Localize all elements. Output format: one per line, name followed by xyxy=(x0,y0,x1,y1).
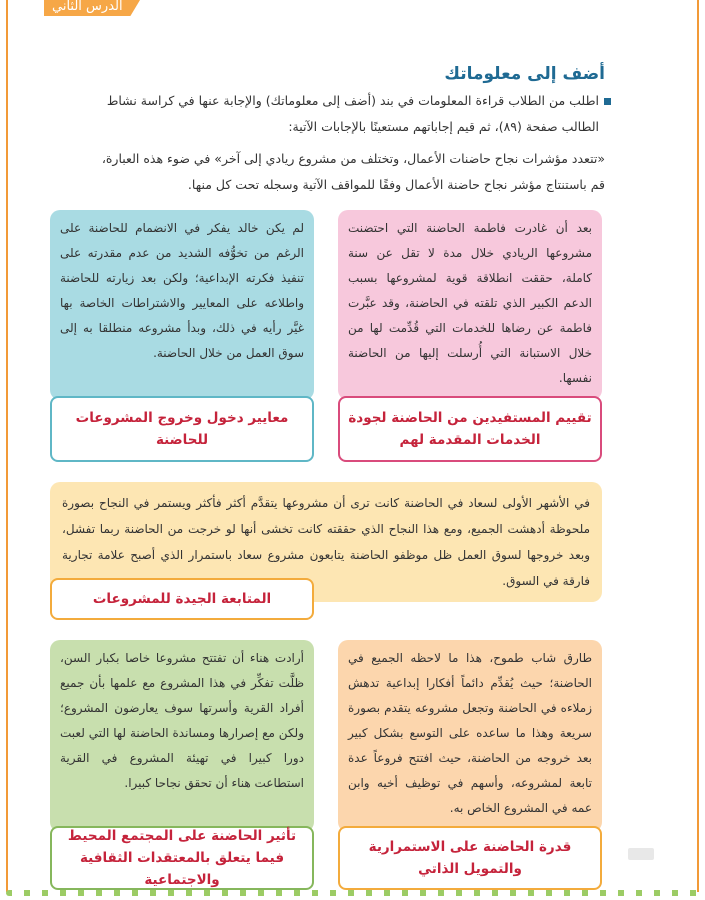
case-card-hanaa xyxy=(50,640,314,832)
answer-label: معايير دخول وخروج المشروعات للحاضنة xyxy=(75,410,289,448)
case-text: لم يكن خالد يفكر في الانضمام للحاضنة على الرغم من تخوُّفه الشديد من عدم مقدرته على تنفيذ فكرته الإبداعية؛ ولكن بعد زيارته للحاضنة واطلاعه على المعايير والاشتراطات الخاصة بها غيَّر رأيه في ذلك، وبدأ مشروعه منطلقا به إلى سوق العمل من خلال الحاضنة. xyxy=(60,221,304,360)
case-text: أرادت هناء أن تفتتح مشروعا خاصا بكبار السن، ظلَّت تفكِّر في هذا المشروع مع علمها بأن جميع أفراد القرية وأسرتها سوف يعارضون المشروع؛ ولكن مع إصرارها ومساندة الحاضنة لها التي لعبت دورا كبيرا في تهيئة المشروع في القرية استطاعت هناء أن تحقق نجاحا كبيرا. xyxy=(60,651,304,790)
answer-box-tareq xyxy=(338,826,602,890)
bottom-border xyxy=(6,890,699,896)
case-card-khaled xyxy=(50,210,314,400)
answer-box-khaled xyxy=(50,396,314,462)
instruction-text: اطلب من الطلاب قراءة المعلومات في بند (أضف إلى معلوماتك) والإجابة عنها في كراسة نشاط الطالب صفحة (٨٩)، ثم قيم إجاباتهم مستعينًا بالإجابات الآتية: xyxy=(106,93,599,134)
case-text: في الأشهر الأولى لسعاد في الحاضنة كانت ترى أن مشروعها يتقدَّم أكثر فأكثر ويستمر في النجاح بصورة ملحوظة أدهشت الجميع، ومع هذا النجاح الذي حققته كانت تخشى أنها لو خرجت من الحاضنة ربما تفشل، وبعد خروجها لسوق العمل ظل موظفو الحاضنة يتابعون مشروع سعاد باستمرار الذي أصبح علامة تجارية فارقة في السوق. xyxy=(62,496,590,588)
answer-label: تأثير الحاضنة على المجتمع المحيط فيما يتعلق بالمعتقدات الثقافية والاجتماعية xyxy=(67,828,297,888)
page-tag xyxy=(628,848,654,860)
quote-text: «تتعدد مؤشرات نجاح حاضنات الأعمال، وتختلف من مشروع ريادي إلى آخر» في ضوء هذه العبارة، قم باستنتاج مؤشر نجاح حاضنة الأعمال وفقًا للمواقف الآتية وسجله تحت كل منها. xyxy=(101,151,605,192)
answer-label: المتابعة الجيدة للمشروعات xyxy=(92,591,272,607)
answer-label: تقييم المستفيدين من الحاضنة لجودة الخدمات المقدمة لهم xyxy=(348,410,592,448)
answer-label: قدرة الحاضنة على الاستمرارية والتمويل الذاتي xyxy=(368,839,572,877)
section-title: أضف إلى معلوماتك xyxy=(444,64,605,84)
answer-box-suad xyxy=(50,578,314,620)
case-text: بعد أن غادرت فاطمة الحاضنة التي احتضنت مشروعها الريادي خلال مدة لا تقل عن سنة كاملة، حققت انطلاقة قوية لمشروعها بسبب الدعم الكبير الذي تلقته في الحاضنة، وقد عبَّرت فاطمة عن رضاها للخدمات التي قُدِّمت لها من خلال الاستبانة التي أُرسلت إليها من الحاضنة نفسها. xyxy=(348,221,592,385)
answer-box-fatima xyxy=(338,396,602,462)
lesson-label: الدرس الثاني xyxy=(52,0,123,14)
bullet-icon xyxy=(604,98,611,105)
case-card-tareq xyxy=(338,640,602,832)
case-card-fatima xyxy=(338,210,602,400)
case-text: طارق شاب طموح، هذا ما لاحظه الجميع في الحاضنة؛ حيث يُقدِّم دائماً أفكارا إبداعية تدهش زملاءه في الحاضنة وتجعل مشروعه يتقدم بصورة سريعة وهذا ما ساعده على التوسع بشكل كبير بعد خروجه من الحاضنة، حيث افتتح فروعاً عدة تابعة لمشروعه، وأسهم في توظيف أخيه وابن عمه في المشروع الخاص به. xyxy=(348,651,592,815)
answer-box-hanaa xyxy=(50,826,314,890)
